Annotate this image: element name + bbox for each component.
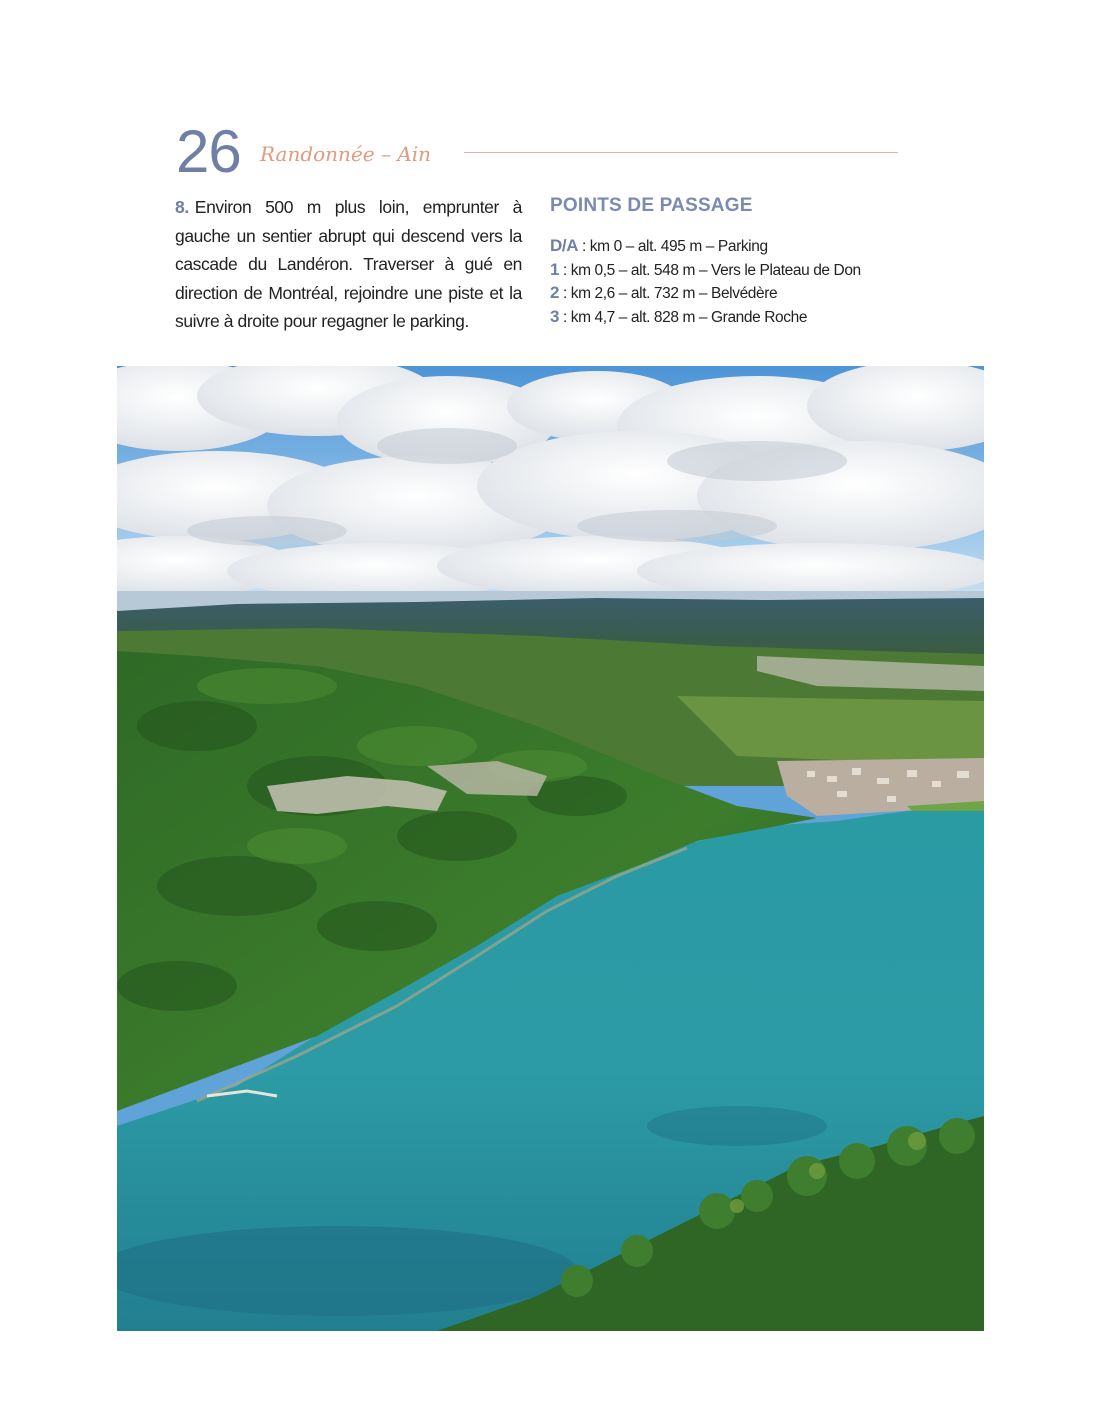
waypoints-list [550,235,910,330]
waypoint-text: : km 2,6 – alt. 732 m – Belvédère [559,285,778,303]
waypoint-key: 1 [550,259,560,279]
clouds [117,366,984,599]
lake-landscape-illustration [117,366,984,1331]
waypoint-key: D/A [550,236,579,255]
town [777,758,984,816]
page-header [176,120,898,184]
waypoint-text: : km 0,5 – alt. 548 m – Vers le Plateau de Don [559,261,861,279]
waypoint-item [550,306,910,330]
waypoint-key: 2 [550,283,560,303]
waypoints-section [550,193,910,330]
lake-shadow [117,1226,577,1316]
waypoint-item [550,235,910,259]
landscape-photo [117,366,984,1331]
section-title: Randonnée – Ain [260,142,432,166]
step-number: 8. [175,197,189,217]
waypoint-text: : km 4,7 – alt. 828 m – Grande Roche [559,309,808,327]
waypoint-item [550,282,910,306]
header-divider [464,152,898,153]
waypoints-title: POINTS DE PASSAGE [550,195,753,216]
step-text: Environ 500 m plus loin, emprunter à gauche un sentier abrupt qui descend vers la cascade du Landéron. Traverser à gué en direction de Montréal, rejoindre une piste et la suivre à droite pour regagner le parking. [175,197,522,331]
step-paragraph [175,193,522,336]
waypoint-key: 3 [550,307,560,327]
page-number: 26 [176,118,241,185]
lake-shadow [647,1106,827,1146]
waypoint-text: : km 0 – alt. 495 m – Parking [578,238,768,255]
waypoint-item [550,259,910,283]
